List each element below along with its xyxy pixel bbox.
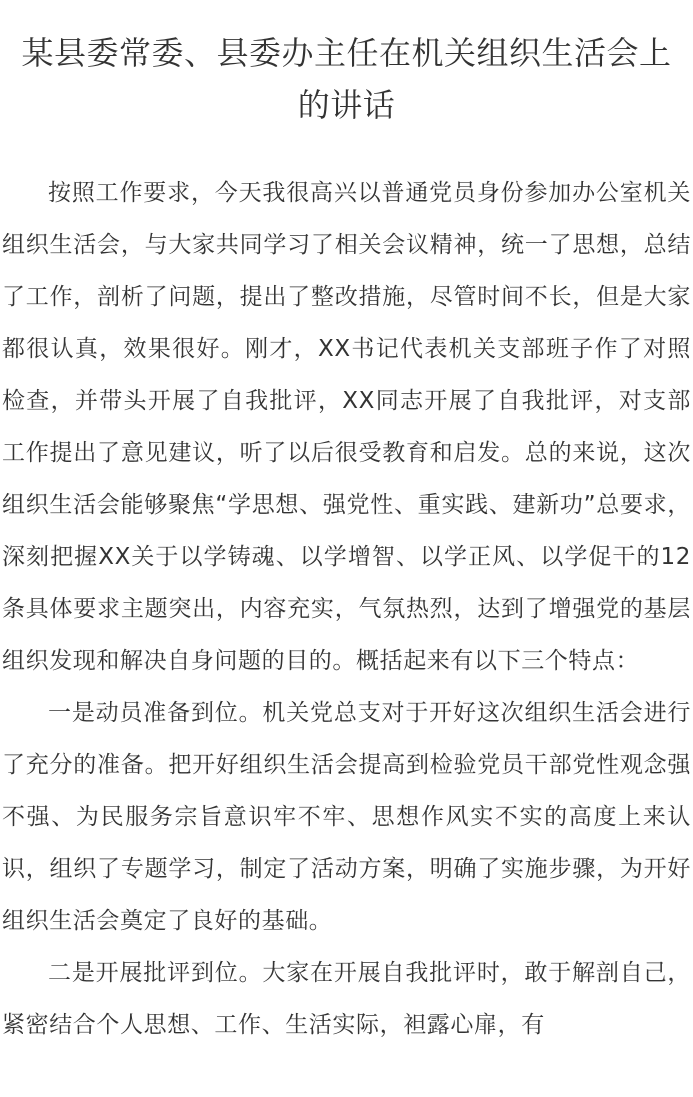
- document-title: 某县委常委、县委办主任在机关组织生活会上的讲话: [21, 34, 672, 124]
- document-body: [0, 167, 693, 1051]
- paragraph-point-one: 一是动员准备到位。机关党总支对于开好这次组织生活会进行了充分的准备。把开好组织生活会提高到检验党员干部党性观念强不强、为民服务宗旨意识牢不牢、思想作风实不实的高度上来认识，组织了专题学习，制定了活动方案，明确了实施步骤，为开好组织生活会奠定了良好的基础。: [2, 700, 691, 934]
- paragraph-intro: 按照工作要求，今天我很高兴以普通党员身份参加办公室机关组织生活会，与大家共同学习了相关会议精神，统一了思想，总结了工作，剖析了问题，提出了整改措施，尽管时间不长，但是大家都很认真，效果很好。刚才，XX书记代表机关支部班子作了对照检查，并带头开展了自我批评，XX同志开展了自我批评，对支部工作提出了意见建议，听了以后很受教育和启发。总的来说，这次组织生活会能够聚焦“学思想、强党性、重实践、建新功”总要求，深刻把握XX关于以学铸魂、以学增智、以学正风、以学促干的12条具体要求主题突出，内容充实，气氛热烈，达到了增强党的基层组织发现和解决自身问题的目的。概括起来有以下三个特点：: [2, 180, 691, 674]
- paragraph-point-two: 二是开展批评到位。大家在开展自我批评时，敢于解剖自己，紧密结合个人思想、工作、生活实际，袒露心扉，有: [2, 960, 691, 1038]
